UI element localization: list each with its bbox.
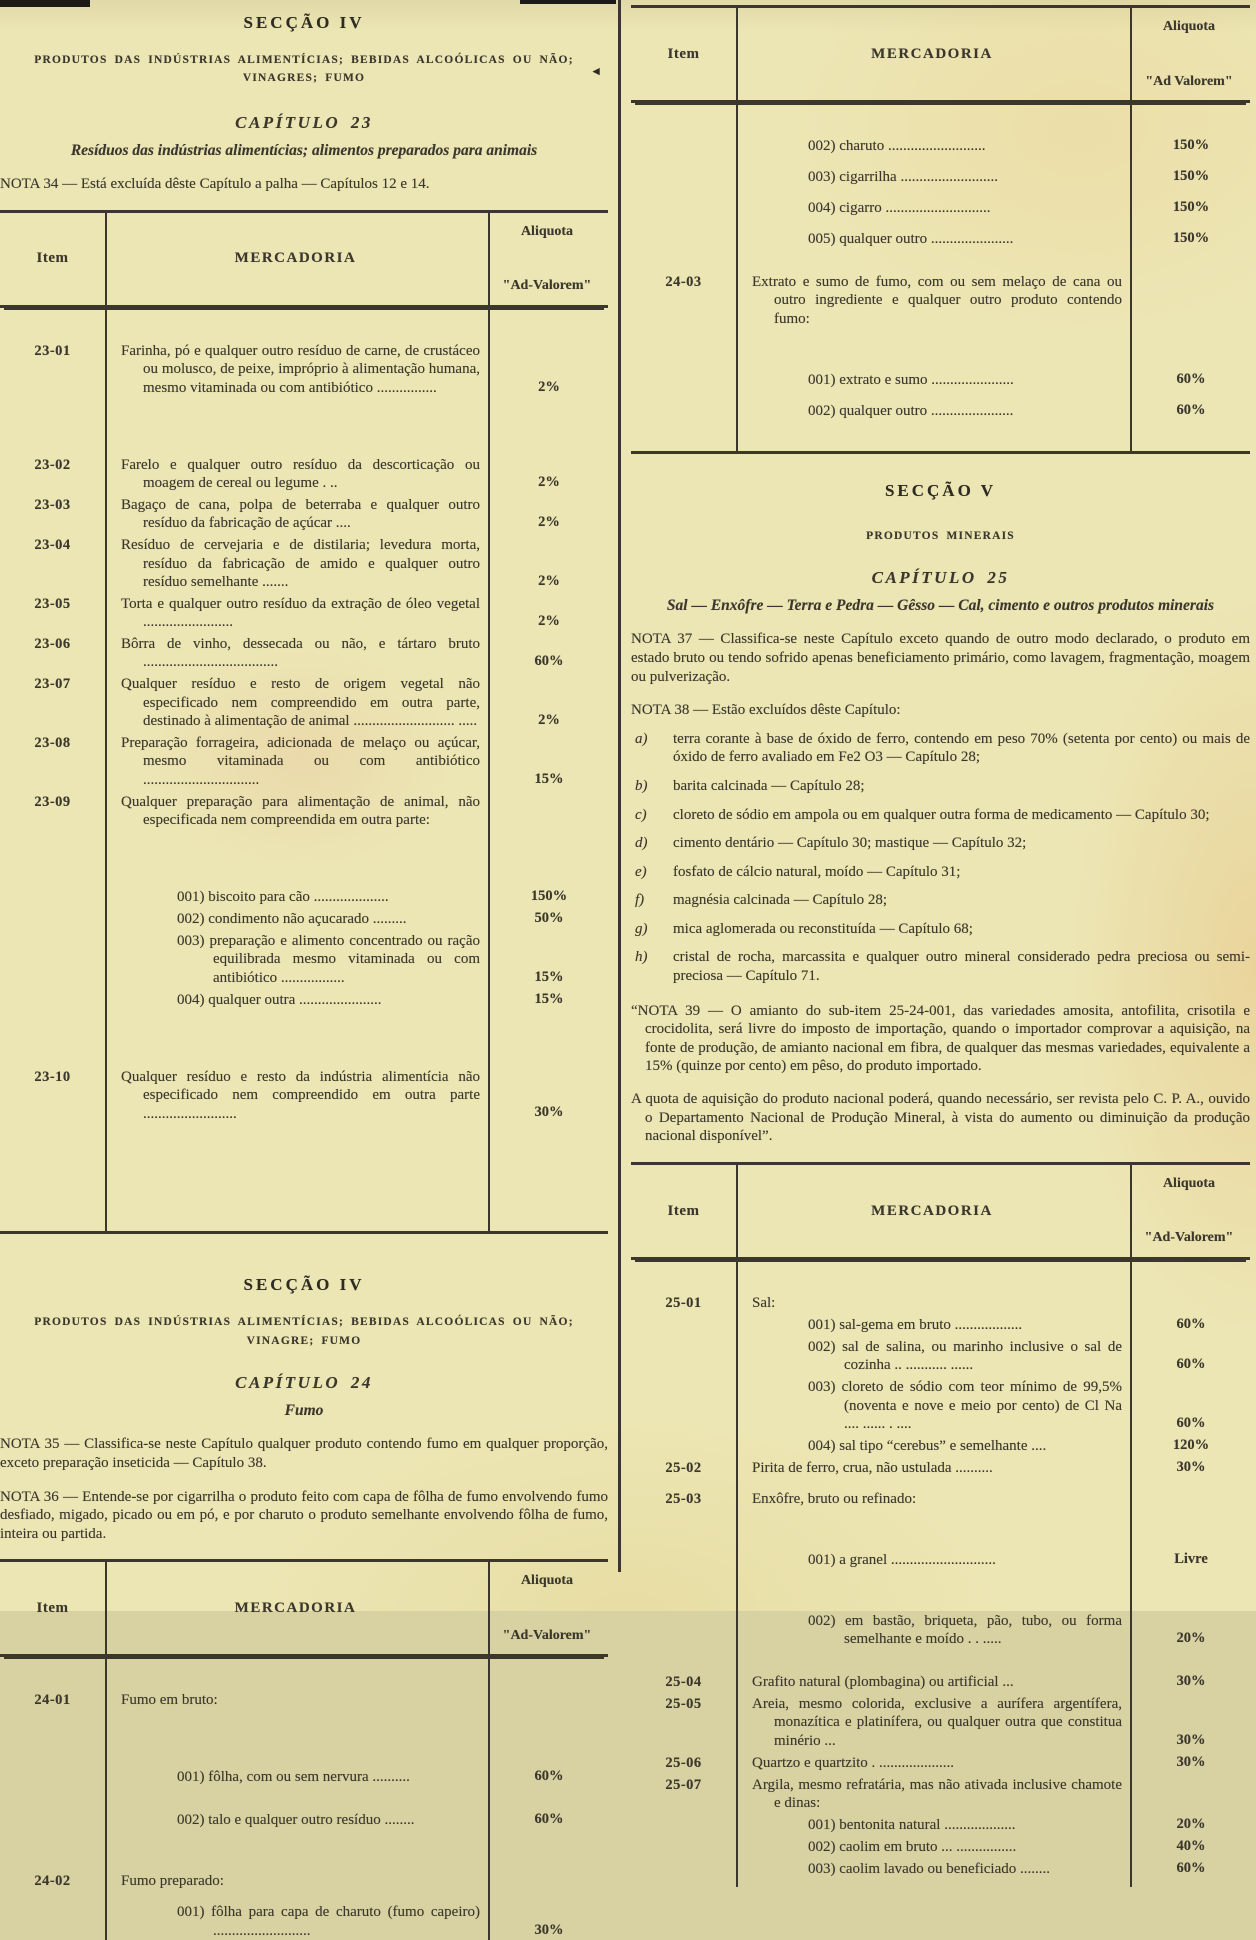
mercadoria-text: 001) fôlha para capa de charuto (fumo capeiro) .......................... xyxy=(177,1904,480,1939)
aliquota-value: 60% xyxy=(534,1768,564,1785)
table-row xyxy=(0,536,608,592)
item-code xyxy=(631,371,736,390)
item-code xyxy=(631,1338,736,1375)
nota-38-item xyxy=(631,834,1250,853)
item-code xyxy=(0,910,105,929)
table-row xyxy=(631,230,1250,249)
chapter-title: CAPÍTULO 24 xyxy=(235,1373,373,1393)
col-header-aliquota-line2: "Ad Valorem" xyxy=(1145,73,1233,89)
left-column xyxy=(0,0,608,1940)
table-column-rule xyxy=(736,5,738,451)
nota-38-item-text: mica aglomerada ou reconstituída — Capítulo 68; xyxy=(673,920,973,937)
item-code: 25-01 xyxy=(665,1294,702,1311)
table-row xyxy=(631,1490,1250,1509)
mercadoria-text: 001) biscoito para cão .................... xyxy=(177,888,389,905)
item-code: 24-01 xyxy=(34,1692,71,1709)
item-code xyxy=(631,1860,736,1879)
nota-38-item-text: cristal de rocha, marcassita e qualquer outro mineral considerado pedra preciosa ou semi-preciosa — Capítulo 71. xyxy=(673,949,1250,985)
aliquota-value: 150% xyxy=(1172,137,1210,153)
table-header xyxy=(0,210,608,308)
item-code xyxy=(631,199,736,218)
nota-38-item-label: c) xyxy=(635,806,647,823)
mercadoria-text: Argila, mesmo refratária, mas não ativada inclusive chamote e dinas: xyxy=(752,1776,1122,1812)
table-row xyxy=(0,496,608,533)
table-header xyxy=(631,5,1250,103)
nota-36: NOTA 36 — Entende-se por cigarrilha o produto feito com capa de fôlha de fumo envolvendo fumo desfiado, migado, picado ou em pó, e por charuto o produto semelhante envolvendo fôlha de fumo, inteira ou partida. xyxy=(0,1488,608,1542)
table-row xyxy=(0,910,608,929)
item-code xyxy=(631,230,736,249)
chapter-title: CAPÍTULO 25 xyxy=(871,568,1010,588)
aliquota-value: 50% xyxy=(534,909,564,926)
section-5-chapter-25 xyxy=(631,480,1250,1146)
column-divider-line xyxy=(618,0,621,1572)
aliquota-value xyxy=(1132,273,1250,329)
col-header-aliquota-line2: "Ad-Valorem" xyxy=(502,1628,592,1644)
section-subtitle-line1: PRODUTOS DAS INDÚSTRIAS ALIMENTÍCIAS; BEBIDAS ALCOÓLICAS OU NÃO; xyxy=(34,1316,574,1329)
mercadoria-text: Pirita de ferro, crua, não ustulada .......... xyxy=(752,1459,993,1476)
aliquota-value: 60% xyxy=(534,1811,564,1828)
aliquota-value xyxy=(490,1691,608,1710)
table-row xyxy=(631,1338,1250,1375)
chapter-subtitle: Fumo xyxy=(284,1402,324,1420)
nota-38-item-text: barita calcinada — Capítulo 28; xyxy=(673,777,865,794)
mercadoria-text: Areia, mesmo colorida, exclusive a aurífera argentífera, monazítica e platinífera, ou qualquer outra que constitua minério ... xyxy=(752,1695,1122,1749)
nota-38-item-text: fosfato de cálcio natural, moído — Capítulo 31; xyxy=(673,863,961,880)
table-column-rule xyxy=(1130,1162,1132,1887)
table-row xyxy=(0,888,608,907)
table-row xyxy=(0,793,608,830)
table-row xyxy=(0,1811,608,1830)
mercadoria-text: 003) caolim lavado ou beneficiado ........ xyxy=(808,1860,1051,1877)
nota-38-item-label: d) xyxy=(635,835,648,852)
aliquota-value: 150% xyxy=(1172,167,1210,184)
mercadoria-text: Quartzo e quartzito . .................... xyxy=(752,1754,955,1771)
nota-38-item xyxy=(631,806,1250,825)
item-code xyxy=(631,137,736,156)
nota-34: NOTA 34 — Está excluída dêste Capítulo a palha — Capítulos 12 e 14. xyxy=(0,176,430,193)
item-code: 23-05 xyxy=(34,595,71,612)
table-row xyxy=(631,402,1250,421)
col-header-item: Item xyxy=(667,1202,700,1219)
col-header-mercadoria: MERCADORIA xyxy=(234,1600,357,1617)
table-row xyxy=(631,1378,1250,1434)
nota-38-item-text: terra corante à base de óxido de ferro, contendo em peso 70% (setenta por cento) ou mais de óxido de ferro avaliado em Fe2 O3 — Capítulo 28; xyxy=(673,730,1250,766)
item-code xyxy=(631,1816,736,1835)
aliquota-value xyxy=(490,793,608,830)
table-row xyxy=(0,595,608,632)
section-title: SECÇÃO IV xyxy=(243,1275,365,1295)
item-code xyxy=(631,402,736,421)
mercadoria-text: Qualquer resíduo e resto de origem vegetal não especificado nem compreendido em outra parte, destinado à alimentação de animal ........................... ..... xyxy=(121,676,480,730)
aliquota-value: 30% xyxy=(534,1921,564,1938)
mercadoria-text: Farinha, pó e qualquer outro resíduo de carne, de crustáceo ou molusco, de peixe, impróprio à alimentação humana, mesmo vitaminada ou com antibiótico ................ xyxy=(121,342,480,396)
mercadoria-text: Preparação forrageira, adicionada de melaço ou açúcar, mesmo vitaminada ou com antibiótico ............................... xyxy=(121,734,480,789)
mercadoria-text: Torta e qualquer outro resíduo da extração de óleo vegetal ........................ xyxy=(121,595,480,631)
nota-37: NOTA 37 — Classifica-se neste Capítulo exceto quando de outro modo declarado, o produto em estado bruto ou tendo sofrido apenas beneficiamento primário, como lavagem, fragmentação, moagem ou pulverização. xyxy=(631,631,1250,685)
mercadoria-text: 003) cloreto de sódio com teor mínimo de 99,5% (noventa e nove e meio por cento) de Cl Na .... ...... . .... xyxy=(808,1378,1122,1433)
mercadoria-text: 001) extrato e sumo ...................... xyxy=(808,371,1014,388)
aliquota-value: 20% xyxy=(1176,1815,1206,1832)
col-header-mercadoria: MERCADORIA xyxy=(871,45,993,62)
mercadoria-text: Resíduo de cervejaria e de distilaria; levedura morta, resíduo da fabricação de amido e qualquer outro resíduo semelhante ....... xyxy=(121,536,480,591)
table-row xyxy=(0,1691,608,1710)
table-row xyxy=(631,1294,1250,1313)
nota-38-item xyxy=(631,777,1250,796)
table-bottom-rule xyxy=(0,1231,608,1234)
col-header-aliquota xyxy=(486,223,608,295)
section-subtitle-line2: VINAGRES; FUMO xyxy=(242,72,366,85)
aliquota-value: 2% xyxy=(538,711,560,728)
table-row xyxy=(631,199,1250,218)
item-code xyxy=(631,1437,736,1456)
item-code xyxy=(0,888,105,907)
col-header-item: Item xyxy=(36,1600,69,1617)
nota-38-item-text: magnésia calcinada — Capítulo 28; xyxy=(673,892,888,909)
mercadoria-text: Fumo preparado: xyxy=(121,1873,224,1890)
col-header-aliquota-line1: Aliquota xyxy=(520,223,574,239)
mercadoria-text: Extrato e sumo de fumo, com ou sem melaço de cana ou outro ingrediente e qualquer outro produto contendo fumo: xyxy=(752,273,1122,328)
col-header-aliquota-line2: "Ad-Valorem" xyxy=(1144,1230,1234,1246)
mercadoria-text: Farelo e qualquer outro resíduo da descorticação ou moagem de cereal ou legume . .. xyxy=(121,456,480,492)
section-subtitle xyxy=(0,1313,608,1350)
aliquota-value: 60% xyxy=(1176,401,1206,418)
table-row xyxy=(631,1860,1250,1879)
col-header-item: Item xyxy=(36,250,69,267)
aliquota-value: 30% xyxy=(1176,1458,1206,1475)
table-row xyxy=(0,1768,608,1787)
table-row xyxy=(631,1838,1250,1857)
item-code: 25-06 xyxy=(665,1754,702,1771)
mercadoria-text: 003) cigarrilha .......................... xyxy=(808,168,998,185)
table-column-rule xyxy=(105,1559,107,1940)
mercadoria-text: 002) qualquer outro ...................... xyxy=(808,402,1014,419)
aliquota-value: 150% xyxy=(1172,198,1210,215)
mercadoria-text: 002) charuto .......................... xyxy=(808,138,986,154)
mercadoria-text: 004) cigarro ............................ xyxy=(808,199,991,216)
mercadoria-text: 002) sal de salina, ou marinho inclusive o sal de cozinha .. ........... ...... xyxy=(808,1338,1122,1374)
item-code xyxy=(0,1903,105,1940)
table-row xyxy=(0,1872,608,1891)
item-code: 23-04 xyxy=(34,536,71,553)
mercadoria-text: 005) qualquer outro ...................... xyxy=(808,230,1014,247)
table-row xyxy=(0,635,608,672)
mercadoria-text: 001) sal-gema em bruto .................. xyxy=(808,1316,1023,1333)
item-code: 25-04 xyxy=(665,1673,702,1690)
nota-38-item-label: f) xyxy=(635,892,645,909)
section-subtitle-line2: VINAGRE; FUMO xyxy=(246,1334,362,1347)
table-row xyxy=(631,1754,1250,1773)
table-column-rule xyxy=(488,1559,490,1940)
table-row xyxy=(0,342,608,398)
mercadoria-text: 002) caolim em bruto ... ................ xyxy=(808,1838,1017,1855)
aliquota-value: 30% xyxy=(534,1104,564,1121)
item-code: 25-02 xyxy=(665,1459,702,1476)
mercadoria-text: Bagaço de cana, polpa de beterraba e qualquer outro resíduo da fabricação de açúcar .... xyxy=(121,496,480,532)
col-header-mercadoria: MERCADORIA xyxy=(234,250,357,267)
table-row xyxy=(631,1612,1250,1649)
mercadoria-text: Grafito natural (plombagina) ou artificial ... xyxy=(752,1673,1014,1690)
item-code: 23-07 xyxy=(34,676,71,693)
chapter-subtitle: Resíduos das indústrias alimentícias; alimentos preparados para animais xyxy=(70,141,538,159)
chapter-subtitle: Sal — Enxôfre — Terra e Pedra — Gêsso — Cal, cimento e outros produtos minerais xyxy=(666,597,1215,615)
col-header-mercadoria: MERCADORIA xyxy=(871,1202,993,1219)
nota-35: NOTA 35 — Classifica-se neste Capítulo qualquer produto contendo fumo em qualquer proporção, exceto preparação inseticida — Capítulo 38. xyxy=(0,1436,608,1472)
nota-39: “NOTA 39 — O amianto do sub-item 25-24-001, das variedades amosita, antofilita, crisotila e crocidolita, será livre do imposto de importação, quando o importador comprovar a aquisição, na fonte de produção, de amianto nacional em fibra, de qualquer das mesmas variedades, equivalente a 15% (quinze por cento) em pêso, do produto importado. xyxy=(631,1002,1250,1075)
table-body xyxy=(631,103,1250,451)
aliquota-value: 2% xyxy=(538,572,560,589)
aliquota-value: 150% xyxy=(1172,229,1210,246)
aliquota-value: 30% xyxy=(1176,1731,1206,1748)
item-code: 23-10 xyxy=(34,1068,71,1085)
section-4-chapter-24 xyxy=(0,1274,608,1543)
item-code xyxy=(631,168,736,187)
table-column-rule xyxy=(1130,5,1132,451)
nota-38-item-label: a) xyxy=(635,730,648,747)
aliquota-value xyxy=(490,1872,608,1891)
tariff-table-ch24-left xyxy=(0,1559,608,1940)
item-code: 23-03 xyxy=(34,496,71,513)
aliquota-value: 60% xyxy=(1176,1315,1206,1332)
tariff-table-ch24-right xyxy=(631,5,1250,454)
item-code: 23-01 xyxy=(34,342,71,359)
nota-38-exclusion-list xyxy=(631,730,1250,986)
col-header-aliquota-line1: Aliquota xyxy=(520,1573,574,1589)
item-code xyxy=(0,1811,105,1830)
section-subtitle xyxy=(0,51,608,88)
mercadoria-text: 004) sal tipo “cerebus” e semelhante .... xyxy=(808,1437,1047,1454)
table-row xyxy=(631,1437,1250,1456)
table-row xyxy=(631,1459,1250,1478)
table-column-rule xyxy=(488,210,490,1232)
table-row xyxy=(631,371,1250,390)
section-title: SECÇÃO IV xyxy=(243,13,365,32)
mercadoria-text: Enxôfre, bruto ou refinado: xyxy=(752,1490,917,1507)
aliquota-value: 2% xyxy=(538,473,560,490)
item-code: 24-03 xyxy=(665,273,702,290)
item-code xyxy=(0,991,105,1010)
aliquota-value: 30% xyxy=(1176,1672,1206,1689)
table-row xyxy=(631,1551,1250,1570)
table-body xyxy=(0,308,608,1232)
table-row xyxy=(631,1673,1250,1692)
arrow-left-icon: ◄ xyxy=(590,64,602,78)
item-code xyxy=(631,1551,736,1570)
mercadoria-text: 002) condimento não açucarado ......... xyxy=(177,910,407,927)
item-code: 23-08 xyxy=(34,734,71,751)
aliquota-value: 2% xyxy=(538,378,560,395)
item-code xyxy=(631,1838,736,1857)
item-code: 25-05 xyxy=(665,1695,702,1712)
aliquota-value: 30% xyxy=(1176,1753,1206,1770)
item-code xyxy=(0,932,105,988)
table-row xyxy=(631,1816,1250,1835)
item-code: 25-07 xyxy=(665,1776,702,1793)
item-code: 23-09 xyxy=(34,793,71,810)
table-row xyxy=(631,1776,1250,1813)
section-subtitle: PRODUTOS MINERAIS xyxy=(866,529,1015,542)
aliquota-value: 60% xyxy=(534,653,564,670)
aliquota-value: 15% xyxy=(534,770,564,787)
aliquota-value xyxy=(1132,1776,1250,1813)
table-row xyxy=(0,1068,608,1124)
right-column xyxy=(631,0,1250,1887)
aliquota-value: 60% xyxy=(1176,370,1206,387)
mercadoria-text: Fumo em bruto: xyxy=(121,1692,218,1709)
col-header-item: Item xyxy=(667,45,700,62)
table-header xyxy=(0,1559,608,1657)
table-row xyxy=(631,137,1250,156)
tariff-table-ch23 xyxy=(0,210,608,1235)
quota-paragraph: A quota de aquisição do produto nacional poderá, quando necessário, ser revista pelo C. P. A., ouvido o Departamento Nacional de Produção Mineral, à vista do aumento ou diminuição da produção nacional disponível”. xyxy=(631,1091,1250,1145)
nota-38-item xyxy=(631,920,1250,939)
mercadoria-text: Sal: xyxy=(752,1294,776,1311)
nota-38-item-label: e) xyxy=(635,863,647,880)
table-body xyxy=(631,1260,1250,1887)
col-header-aliquota xyxy=(486,1572,608,1644)
table-row xyxy=(631,168,1250,187)
item-code xyxy=(631,1378,736,1434)
nota-38-item-label: g) xyxy=(635,920,648,937)
nota-38-item-label: h) xyxy=(635,949,648,966)
mercadoria-text: 003) preparação e alimento concentrado ou ração equilibrada mesmo vitaminada ou com antibiótico ................. xyxy=(177,932,480,986)
nota-38-item xyxy=(631,730,1250,767)
mercadoria-text: 002) talo e qualquer outro resíduo ........ xyxy=(177,1812,415,1829)
nota-38-item xyxy=(631,948,1250,985)
mercadoria-text: 004) qualquer outra ...................... xyxy=(177,991,382,1008)
aliquota-value xyxy=(1132,1294,1250,1313)
aliquota-value: 15% xyxy=(534,990,564,1007)
aliquota-value: 2% xyxy=(538,612,560,629)
mercadoria-text: 001) fôlha, com ou sem nervura .......... xyxy=(177,1769,410,1786)
mercadoria-text: Qualquer resíduo e resto da indústria alimentícia não especificado nem compreendido em outra parte ......................... xyxy=(121,1068,480,1122)
item-code xyxy=(0,1768,105,1787)
aliquota-value: 150% xyxy=(530,887,568,904)
aliquota-value: 60% xyxy=(1176,1355,1206,1372)
table-row xyxy=(631,1316,1250,1335)
table-row xyxy=(0,456,608,493)
aliquota-value: 15% xyxy=(534,968,564,985)
table-body xyxy=(0,1657,608,1940)
section-title: SECÇÃO V xyxy=(884,480,997,500)
table-column-rule xyxy=(736,1162,738,1887)
table-row xyxy=(0,932,608,988)
col-header-aliquota-line2: "Ad-Valorem" xyxy=(502,278,592,294)
section-subtitle-line1: PRODUTOS DAS INDÚSTRIAS ALIMENTÍCIAS; BEBIDAS ALCOÓLICAS OU NÃO; xyxy=(34,54,574,67)
aliquota-value: 20% xyxy=(1176,1629,1206,1646)
table-column-rule xyxy=(105,210,107,1232)
mercadoria-text: 001) bentonita natural ................... xyxy=(808,1816,1016,1833)
nota-38-item-text: cimento dentário — Capítulo 30; mastique — Capítulo 32; xyxy=(673,835,1027,852)
mercadoria-text: Qualquer preparação para alimentação de animal, não especificada nem compreendida em outra parte: xyxy=(121,793,480,829)
mercadoria-text: Bôrra de vinho, dessecada ou não, e tártaro bruto .................................... xyxy=(121,635,480,671)
table-header xyxy=(631,1162,1250,1260)
mercadoria-text: 001) a granel ............................ xyxy=(808,1551,996,1568)
table-bottom-rule xyxy=(631,451,1250,454)
section-4-chapter-23 xyxy=(0,12,608,194)
item-code: 23-06 xyxy=(34,635,71,652)
aliquota-value xyxy=(1132,1490,1250,1509)
nota-38-item-label: b) xyxy=(635,777,648,794)
aliquota-value: 2% xyxy=(538,513,560,530)
item-code: 23-02 xyxy=(34,456,71,473)
table-row xyxy=(0,675,608,731)
aliquota-value: 60% xyxy=(1176,1859,1206,1876)
chapter-title: CAPÍTULO 23 xyxy=(235,112,373,132)
col-header-aliquota-line1: Aliquota xyxy=(1162,1175,1216,1191)
table-row xyxy=(631,1695,1250,1751)
table-row xyxy=(0,734,608,790)
nota-38-item-text: cloreto de sódio em ampola ou em qualquer outra forma de medicamento — Capítulo 30; xyxy=(673,806,1210,823)
item-code: 25-03 xyxy=(665,1490,702,1507)
col-header-aliquota xyxy=(1128,18,1250,90)
mercadoria-text: 002) em bastão, briqueta, pão, tubo, ou forma semelhante e moído . . ..... xyxy=(808,1612,1122,1648)
item-code: 24-02 xyxy=(34,1873,71,1890)
aliquota-value: 40% xyxy=(1176,1837,1206,1854)
nota-38-item xyxy=(631,891,1250,910)
col-header-aliquota-line1: Aliquota xyxy=(1162,19,1216,34)
col-header-aliquota xyxy=(1128,1175,1250,1247)
table-row xyxy=(631,273,1250,329)
table-row xyxy=(0,991,608,1010)
nota-38-intro: NOTA 38 — Estão excluídos dêste Capítulo: xyxy=(631,702,901,719)
aliquota-value: 60% xyxy=(1176,1414,1206,1431)
item-code xyxy=(631,1612,736,1649)
tariff-table-ch25 xyxy=(631,1162,1250,1887)
nota-38-item xyxy=(631,863,1250,882)
table-row xyxy=(0,1903,608,1940)
item-code xyxy=(631,1316,736,1335)
aliquota-value: 120% xyxy=(1172,1436,1210,1453)
aliquota-value: Livre xyxy=(1174,1550,1208,1567)
